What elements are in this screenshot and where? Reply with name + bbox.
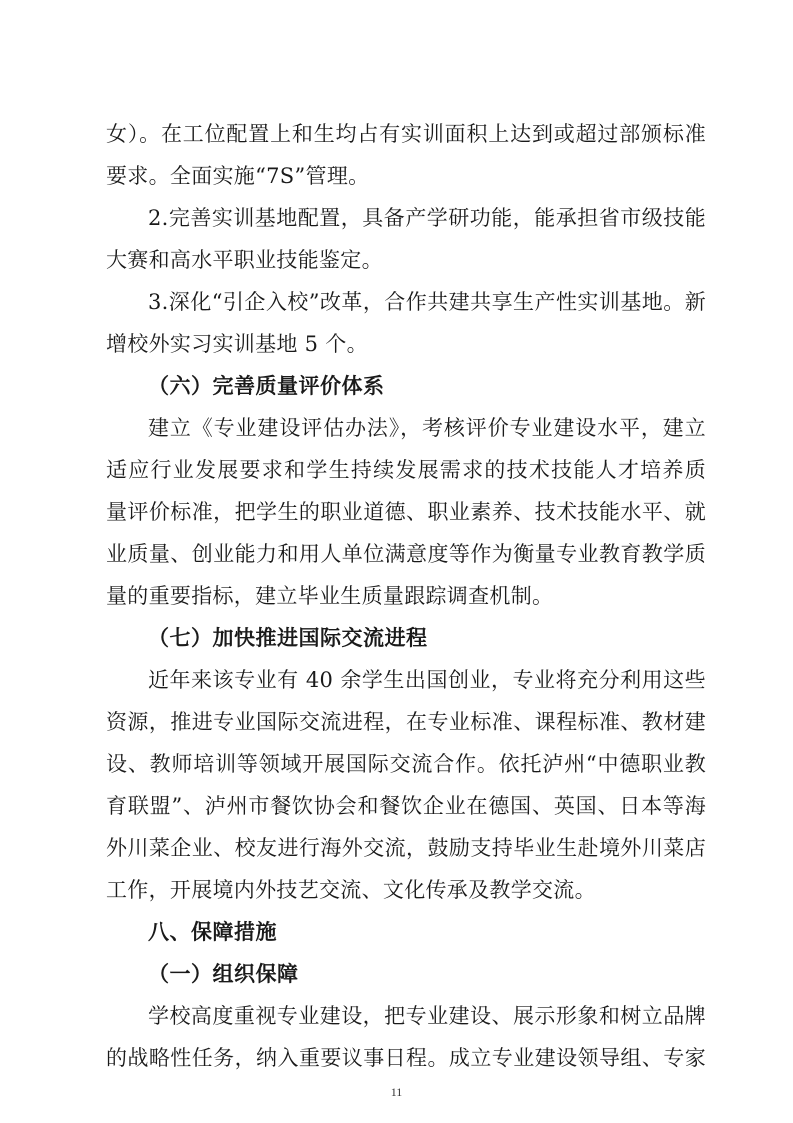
paragraph-line: 大赛和高水平职业技能鉴定。 xyxy=(106,248,383,272)
paragraph-line: 业质量、创业能力和用人单位满意度等作为衡量专业教育教学质 xyxy=(106,542,706,566)
paragraph-line: 量的重要指标，建立毕业生质量跟踪调查机制。 xyxy=(106,584,554,608)
paragraph-line: 要求。全面实施“7S”管理。 xyxy=(106,164,370,188)
section-heading-6: （六）完善质量评价体系 xyxy=(148,374,385,398)
paragraph-line: 资源，推进专业国际交流进程，在专业标准、课程标准、教材建 xyxy=(106,710,706,734)
chapter-heading-8: 八、保障措施 xyxy=(148,920,277,944)
paragraph-line: 学校高度重视专业建设，把专业建设、展示形象和树立品牌 xyxy=(148,1004,706,1028)
paragraph-line: 建立《专业建设评估办法》，考核评价专业建设水平，建立 xyxy=(148,416,706,440)
paragraph-line: 2.完善实训基地配置，具备产学研功能，能承担省市级技能 xyxy=(148,206,706,230)
paragraph-line: 的战略性任务，纳入重要议事日程。成立专业建设领导组、专家 xyxy=(106,1046,706,1070)
section-heading-8-1: （一）组织保障 xyxy=(148,962,299,986)
paragraph-line: 3.深化“引企入校”改革，合作共建共享生产性实训基地。新 xyxy=(148,290,706,314)
paragraph-line: 近年来该专业有 40 余学生出国创业，专业将充分利用这些 xyxy=(148,668,706,692)
page-number: 11 xyxy=(390,1085,403,1099)
paragraph-line: 外川菜企业、校友进行海外交流，鼓励支持毕业生赴境外川菜店 xyxy=(106,836,706,860)
paragraph-line: 适应行业发展要求和学生持续发展需求的技术技能人才培养质 xyxy=(106,458,706,482)
section-heading-7: （七）加快推进国际交流进程 xyxy=(148,626,428,650)
paragraph-line: 量评价标准，把学生的职业道德、职业素养、技术技能水平、就 xyxy=(106,500,706,524)
paragraph-line: 女）。在工位配置上和生均占有实训面积上达到或超过部颁标准 xyxy=(106,122,706,146)
paragraph-line: 增校外实习实训基地 5 个。 xyxy=(106,332,368,356)
paragraph-line: 工作，开展境内外技艺交流、文化传承及教学交流。 xyxy=(106,878,596,902)
paragraph-line: 育联盟”、泸州市餐饮协会和餐饮企业在德国、英国、日本等海 xyxy=(106,794,706,818)
paragraph-line: 设、教师培训等领域开展国际交流合作。依托泸州“中德职业教 xyxy=(106,752,706,776)
